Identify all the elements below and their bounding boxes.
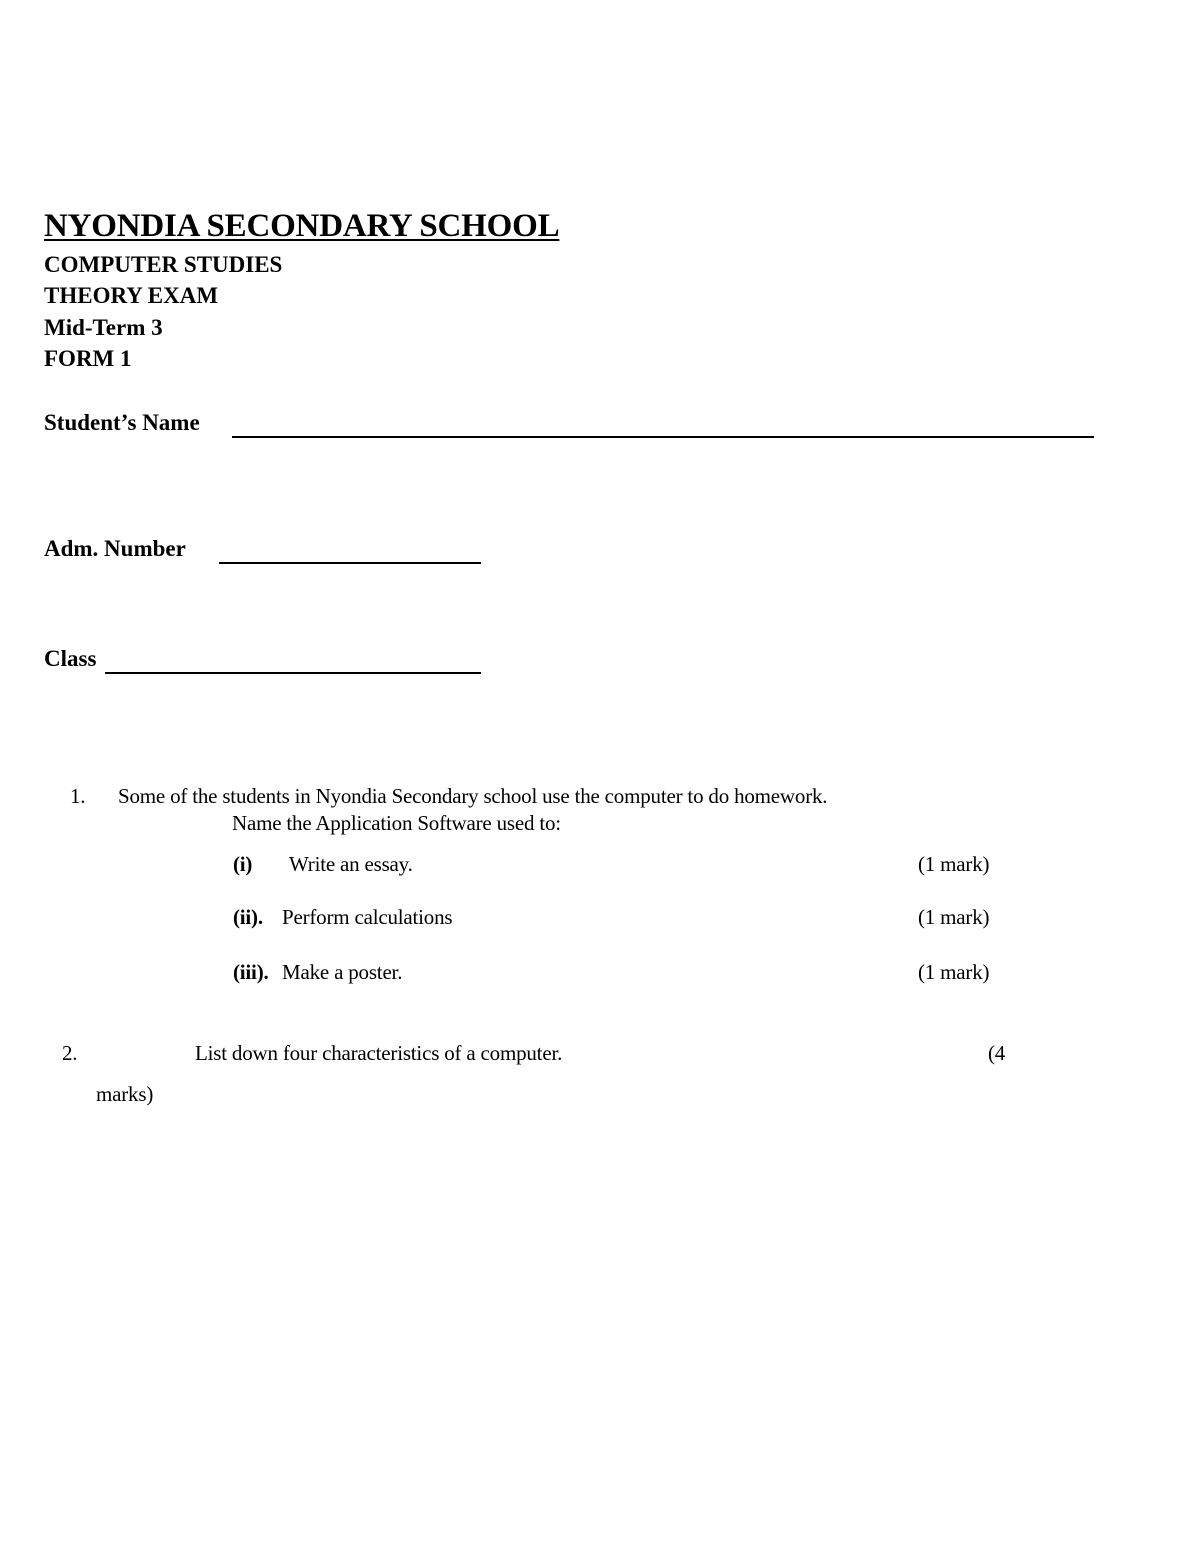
question-1-part-marks: (1 mark) xyxy=(918,905,990,929)
form-level: FORM 1 xyxy=(44,346,132,371)
question-1-text: Some of the students in Nyondia Secondary school use the computer to do homework. xyxy=(118,784,828,808)
adm-number-line[interactable] xyxy=(219,562,481,564)
subject-title: COMPUTER STUDIES xyxy=(44,252,283,277)
term-label: Mid-Term 3 xyxy=(44,315,163,340)
question-1-part-label: (iii). xyxy=(233,960,269,984)
class-label: Class xyxy=(44,646,97,671)
class-line[interactable] xyxy=(105,672,481,674)
question-1-part-label: (ii). xyxy=(233,905,263,929)
question-2-marks: (4 xyxy=(988,1041,1006,1065)
question-1-part-text: Make a poster. xyxy=(282,960,403,984)
question-2-marks-continued: marks) xyxy=(96,1082,154,1106)
question-2-number: 2. xyxy=(62,1041,78,1065)
exam-type: THEORY EXAM xyxy=(44,283,219,308)
adm-number-label: Adm. Number xyxy=(44,536,186,561)
school-name: NYONDIA SECONDARY SCHOOL xyxy=(44,208,560,244)
question-1-part-marks: (1 mark) xyxy=(918,852,990,876)
student-name-label: Student’s Name xyxy=(44,410,200,435)
question-1-part-label: (i) xyxy=(233,852,253,876)
question-1-number: 1. xyxy=(70,784,86,808)
student-name-line[interactable] xyxy=(232,436,1094,438)
question-1-instruction: Name the Application Software used to: xyxy=(232,811,561,835)
question-1-part-text: Write an essay. xyxy=(289,852,413,876)
question-1-part-marks: (1 mark) xyxy=(918,960,990,984)
question-1-part-text: Perform calculations xyxy=(282,905,453,929)
question-2-text: List down four characteristics of a computer. xyxy=(195,1041,563,1065)
